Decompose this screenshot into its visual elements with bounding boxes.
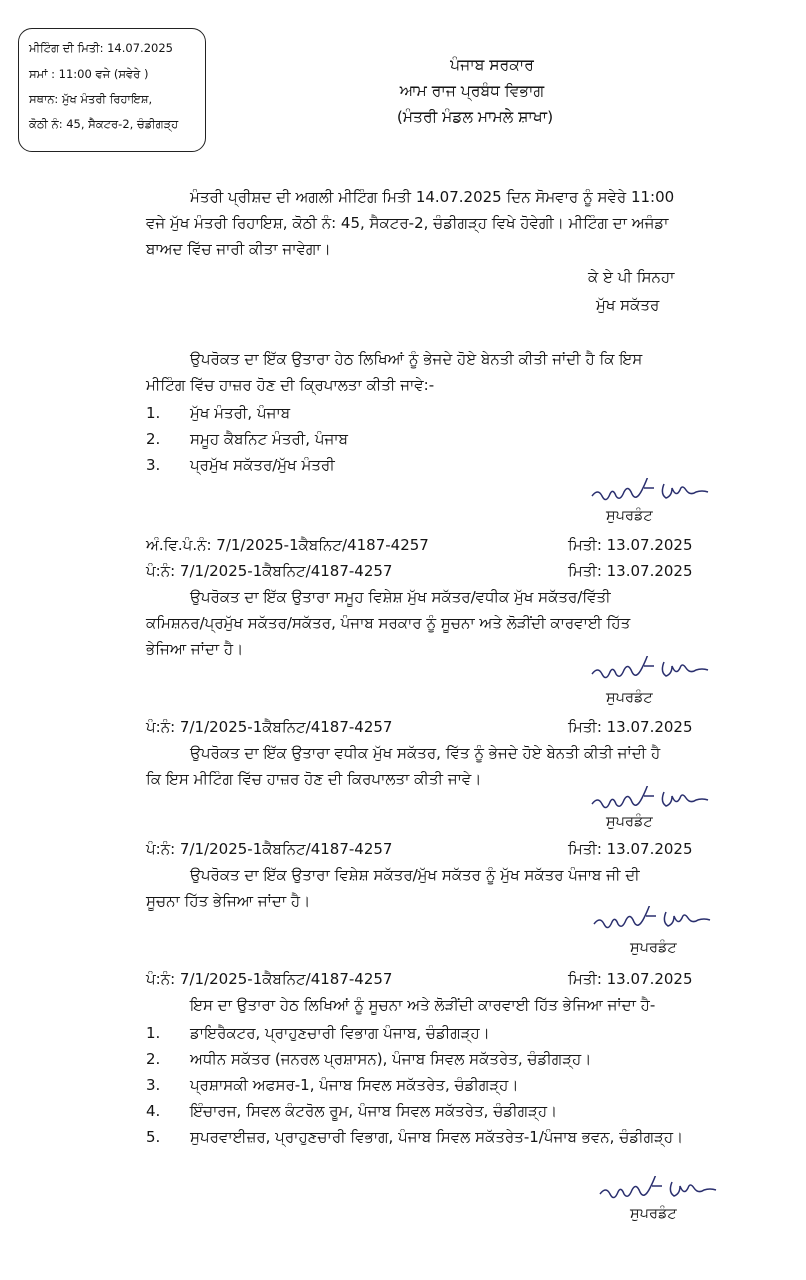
superintendent-title: ਸੁਪਰਡੰਟ: [606, 508, 653, 524]
header-branch: (ਮੰਤਰੀ ਮੰਡਲ ਮਾਮਲੇ ਸ਼ਾਖਾ): [396, 108, 554, 126]
signatory-title: ਮੁੱਖ ਸਕੱਤਰ: [596, 296, 660, 314]
list-item: ਡਾਇਰੈਕਟਰ, ਪ੍ਰਾਹੁਣਚਾਰੀ ਵਿਭਾਗ ਪੰਜਾਬ, ਚੰਡੀਗੜ੍ਹ।: [190, 1024, 490, 1042]
reference-date: ਮਿਤੀ: 13.07.2025: [568, 970, 693, 988]
section4-line-2: ਸੂਚਨਾ ਹਿੱਤ ਭੇਜਿਆ ਜਾਂਦਾ ਹੈ।: [146, 892, 311, 910]
meeting-address: ਕੋਠੀ ਨੰ: 45, ਸੈਕਟਰ-2, ਚੰਡੀਗੜ੍ਹ: [29, 117, 179, 131]
list-item-number: 1.: [146, 1024, 161, 1042]
notice-line-1: ਮੰਤਰੀ ਪ੍ਰੀਸ਼ਦ ਦੀ ਅਗਲੀ ਮੀਟਿੰਗ ਮਿਤੀ 14.07.2025 ਦਿਨ ਸੋਮਵਾਰ ਨੂੰ ਸਵੇਰੇ 11:00: [190, 188, 675, 206]
superintendent-title: ਸੁਪਰਡੰਟ: [630, 1206, 677, 1222]
reference-number: ਅੰ.ਵਿ.ਪੰ.ਨੰ: 7/1/2025-1ਕੈਬਨਿਟ/4187-4257: [146, 536, 429, 554]
header-department: ਆਮ ਰਾਜ ਪ੍ਰਬੰਧ ਵਿਭਾਗ: [399, 82, 545, 100]
reference-date: ਮਿਤੀ: 13.07.2025: [568, 718, 693, 736]
meeting-time: ਸਮਾਂ : 11:00 ਵਜੇ (ਸਵੇਰੇ ): [29, 67, 149, 81]
superintendent-title: ਸੁਪਰਡੰਟ: [606, 690, 653, 706]
section2-line-2: ਕਮਿਸ਼ਨਰ/ਪ੍ਰਮੁੱਖ ਸਕੱਤਰ/ਸਕੱਤਰ, ਪੰਜਾਬ ਸਰਕਾਰ ਨੂੰ ਸੂਚਨਾ ਅਤੇ ਲੋੜੀਂਦੀ ਕਾਰਵਾਈ ਹਿੱਤ: [146, 614, 631, 632]
section1-line-2: ਮੀਟਿੰਗ ਵਿੱਚ ਹਾਜ਼ਰ ਹੋਣ ਦੀ ਕ੍ਰਿਪਾਲਤਾ ਕੀਤੀ ਜਾਵੇ:-: [146, 376, 435, 394]
superintendent-signature: [596, 1176, 726, 1208]
list-item-number: 3.: [146, 456, 161, 474]
reference-number: ਪੰ:ਨੰ: 7/1/2025-1ਕੈਬਨਿਟ/4187-4257: [146, 718, 393, 736]
reference-number: ਪੰ:ਨੰ: 7/1/2025-1ਕੈਬਨਿਟ/4187-4257: [146, 840, 393, 858]
list-item-number: 5.: [146, 1128, 161, 1146]
reference-date: ਮਿਤੀ: 13.07.2025: [568, 536, 693, 554]
superintendent-title: ਸੁਪਰਡੰਟ: [630, 940, 677, 956]
list-item-number: 3.: [146, 1076, 161, 1094]
meeting-venue: ਸਥਾਨ: ਮੁੱਖ ਮੰਤਰੀ ਰਿਹਾਇਸ਼,: [29, 92, 153, 106]
superintendent-signature: [588, 478, 718, 510]
list-item: ਅਧੀਨ ਸਕੱਤਰ (ਜਨਰਲ ਪ੍ਰਸ਼ਾਸਨ), ਪੰਜਾਬ ਸਿਵਲ ਸਕੱਤਰੇਤ, ਚੰਡੀਗੜ੍ਹ।: [190, 1050, 592, 1068]
section3-line-1: ਉਪਰੋਕਤ ਦਾ ਇੱਕ ਉਤਾਰਾ ਵਧੀਕ ਮੁੱਖ ਸਕੱਤਰ, ਵਿੱਤ ਨੂੰ ਭੇਜਦੇ ਹੋਏ ਬੇਨਤੀ ਕੀਤੀ ਜਾਂਦੀ ਹੈ: [190, 744, 661, 762]
superintendent-signature: [588, 656, 718, 688]
list-item: ਮੁੱਖ ਮੰਤਰੀ, ਪੰਜਾਬ: [190, 404, 291, 422]
list-item-number: 2.: [146, 1050, 161, 1068]
list-item-number: 4.: [146, 1102, 161, 1120]
list-item: ਪ੍ਰਸ਼ਾਸਕੀ ਅਫਸਰ-1, ਪੰਜਾਬ ਸਿਵਲ ਸਕੱਤਰੇਤ, ਚੰਡੀਗੜ੍ਹ।: [190, 1076, 519, 1094]
section4-line-1: ਉਪਰੋਕਤ ਦਾ ਇੱਕ ਉਤਾਰਾ ਵਿਸ਼ੇਸ਼ ਸਕੱਤਰ/ਮੁੱਖ ਸਕੱਤਰ ਨੂੰ ਮੁੱਖ ਸਕੱਤਰ ਪੰਜਾਬ ਜੀ ਦੀ: [190, 866, 640, 884]
reference-number: ਪੰ:ਨੰ: 7/1/2025-1ਕੈਬਨਿਟ/4187-4257: [146, 970, 393, 988]
notice-line-3: ਬਾਅਦ ਵਿੱਚ ਜਾਰੀ ਕੀਤਾ ਜਾਵੇਗਾ।: [146, 240, 331, 258]
superintendent-title: ਸੁਪਰਡੰਟ: [606, 814, 653, 830]
meeting-date: ਮੀਟਿੰਗ ਦੀ ਮਿਤੀ: 14.07.2025: [29, 41, 173, 55]
section2-line-1: ਉਪਰੋਕਤ ਦਾ ਇੱਕ ਉਤਾਰਾ ਸਮੂਹ ਵਿਸ਼ੇਸ਼ ਮੁੱਖ ਸਕੱਤਰ/ਵਧੀਕ ਮੁੱਖ ਸਕੱਤਰ/ਵਿੱਤੀ: [190, 588, 611, 606]
superintendent-signature: [590, 906, 720, 938]
meeting-details-box: [18, 28, 206, 152]
section1-line-1: ਉਪਰੋਕਤ ਦਾ ਇੱਕ ਉਤਾਰਾ ਹੇਠ ਲਿਖਿਆਂ ਨੂੰ ਭੇਜਦੇ ਹੋਏ ਬੇਨਤੀ ਕੀਤੀ ਜਾਂਦੀ ਹੈ ਕਿ ਇਸ: [190, 350, 643, 368]
list-item: ਸੁਪਰਵਾਈਜ਼ਰ, ਪ੍ਰਾਹੁਣਚਾਰੀ ਵਿਭਾਗ, ਪੰਜਾਬ ਸਿਵਲ ਸਕੱਤਰੇਤ-1/ਪੰਜਾਬ ਭਵਨ, ਚੰਡੀਗੜ੍ਹ।: [190, 1128, 684, 1146]
list-item: ਇੰਚਾਰਜ, ਸਿਵਲ ਕੰਟਰੋਲ ਰੂਮ, ਪੰਜਾਬ ਸਿਵਲ ਸਕੱਤਰੇਤ, ਚੰਡੀਗੜ੍ਹ।: [190, 1102, 558, 1120]
list-item-number: 1.: [146, 404, 161, 422]
list-item-number: 2.: [146, 430, 161, 448]
reference-date: ਮਿਤੀ: 13.07.2025: [568, 562, 693, 580]
list-item: ਪ੍ਰਮੁੱਖ ਸਕੱਤਰ/ਮੁੱਖ ਮੰਤਰੀ: [190, 456, 335, 474]
header-government: ਪੰਜਾਬ ਸਰਕਾਰ: [450, 56, 534, 74]
section2-line-3: ਭੇਜਿਆ ਜਾਂਦਾ ਹੈ।: [146, 640, 244, 658]
notice-line-2: ਵਜੇ ਮੁੱਖ ਮੰਤਰੀ ਰਿਹਾਇਸ਼, ਕੋਠੀ ਨੰ: 45, ਸੈਕਟਰ-2, ਚੰਡੀਗੜ੍ਹ ਵਿਖੇ ਹੋਵੇਗੀ। ਮੀਟਿੰਗ ਦਾ ਅਜੰਡਾ: [146, 214, 669, 232]
reference-date: ਮਿਤੀ: 13.07.2025: [568, 840, 693, 858]
section3-line-2: ਕਿ ਇਸ ਮੀਟਿੰਗ ਵਿੱਚ ਹਾਜ਼ਰ ਹੋਣ ਦੀ ਕਿਰਪਾਲਤਾ ਕੀਤੀ ਜਾਵੇ।: [146, 770, 482, 788]
signatory-name: ਕੇ ਏ ਪੀ ਸਿਨਹਾ: [588, 268, 675, 286]
reference-number: ਪੰ:ਨੰ: 7/1/2025-1ਕੈਬਨਿਟ/4187-4257: [146, 562, 393, 580]
list-item: ਸਮੂਹ ਕੈਬਨਿਟ ਮੰਤਰੀ, ਪੰਜਾਬ: [190, 430, 348, 448]
section5-line-1: ਇਸ ਦਾ ਉਤਾਰਾ ਹੇਠ ਲਿਖਿਆਂ ਨੂੰ ਸੂਚਨਾ ਅਤੇ ਲੋੜੀਂਦੀ ਕਾਰਵਾਈ ਹਿੱਤ ਭੇਜਿਆ ਜਾਂਦਾ ਹੈ-: [190, 996, 656, 1014]
